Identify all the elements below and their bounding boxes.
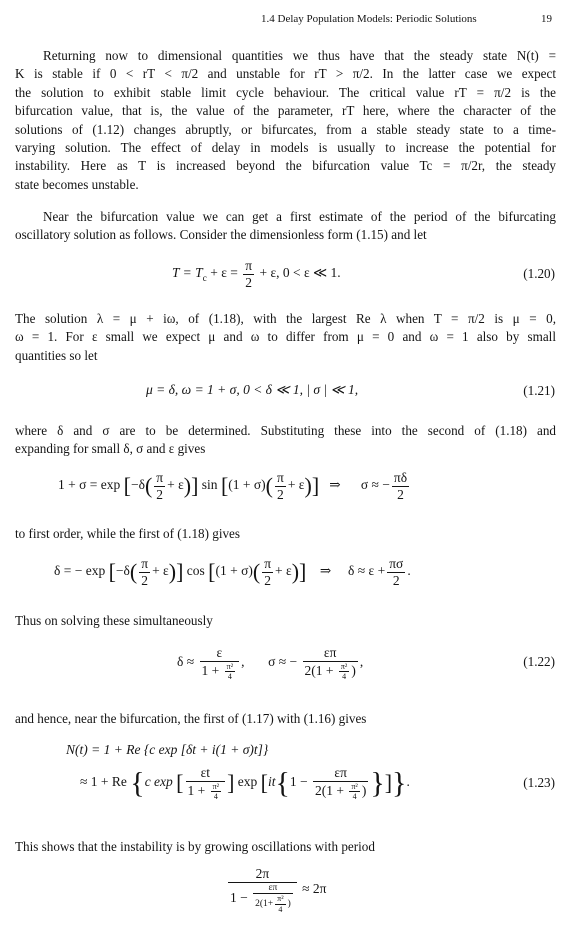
text-line: solutions of (1.12) changes abruptly, or bifurcates, from a stable steady state to a time- bbox=[15, 121, 556, 137]
equation-sigma: 1 + σ = exp [−δ( $\frac{\pi}{2}$ + ε)] sin [(1 + σ)( $\frac{\pi}{2}$ + ε)] ⇒ σ ≈ − $\frac{\pi\delta}{2}$ bbox=[58, 470, 408, 502]
equation-1-22: δ ≈ ε 1 + $\frac{\text{π²}}{4}$ , σ ≈ − επ 2(1 + $\frac{\text{π²}}{4}$ ) , bbox=[177, 645, 364, 681]
paragraph-hence bbox=[15, 710, 556, 728]
text-line: ω = 1. For ε small we expect μ and ω to differ from μ = 0 and ω = 1 also by small bbox=[15, 329, 556, 345]
text-line: state becomes unstable. bbox=[15, 176, 139, 192]
equation-1-20: $T = T_c + \varepsilon$ = $\frac{\pi}{2}$ + ε, 0 < ε ≪ 1. bbox=[172, 258, 341, 290]
text-line: where δ and σ are to be determined. Substituting these into the second of (1.18) and bbox=[15, 423, 556, 438]
text-line: K is stable if 0 < rT < π/2 and unstable for rT > π/2. In the latter case we expect bbox=[15, 66, 556, 82]
text-line: The solution λ = μ + iω, of (1.18), with the largest Re λ when T = π/2 is μ = 0, bbox=[15, 311, 556, 326]
paragraph-first-order bbox=[15, 525, 556, 543]
text-line: bifurcation value, that is, the value of the parameter, rT here, where the character of the bbox=[15, 103, 556, 119]
running-header bbox=[0, 13, 574, 27]
paragraph-steady-state bbox=[15, 47, 556, 194]
text-line: the solution to exhibit stable limit cycle behaviour. The critical value rT = π/2 is the bbox=[15, 84, 556, 100]
equation-number: (1.22) bbox=[523, 654, 555, 669]
text-line: expanding for small δ, σ and ε gives bbox=[15, 441, 206, 457]
text-line: Returning now to dimensional quantities we thus have that the steady state N(t) = bbox=[43, 48, 556, 63]
running-title: 1.4 Delay Population Models: Periodic Solutions bbox=[261, 13, 477, 25]
equation-1-21: μ = δ, ω = 1 + σ, 0 < δ ≪ 1, | σ | ≪ 1, bbox=[146, 382, 359, 397]
equation-number: (1.23) bbox=[523, 775, 555, 790]
paragraph-solution-lambda bbox=[15, 310, 556, 365]
text-line: and hence, near the bifurcation, the first of (1.17) with (1.16) gives bbox=[15, 711, 367, 726]
text-line: instability. Here as T is increased beyond the bifurcation value Tc = π/2r, the steady bbox=[15, 158, 556, 174]
text-line: varying solution. The effect of delay in models is usually to increase the potential for bbox=[15, 140, 556, 156]
text-line: Thus on solving these simultaneously bbox=[15, 613, 213, 628]
paragraph-simultaneously bbox=[15, 612, 556, 630]
equation-period: 2π 1 − επ 2(1+ $\frac{\text{π²}}{4}$ ) ≈ 2π bbox=[230, 866, 327, 914]
equation-1-23-line2: ≈ 1 + Re {c exp [ εt 1 + $\frac{\text{π²}}{4}$ ] exp [it{1 − επ 2(1 + $\frac{\text{π²}}{4}$ ) }]}. bbox=[80, 765, 410, 801]
paragraph-instability-period bbox=[15, 838, 556, 856]
page-number: 19 bbox=[541, 13, 552, 25]
text-line: This shows that the instability is by growing oscillations with period bbox=[15, 839, 375, 854]
equation-delta: δ = − exp [−δ( $\frac{\pi}{2}$ + ε)] cos [(1 + σ)( $\frac{\pi}{2}$ + ε)] ⇒ δ ≈ ε + $\frac{\pi\sigma}{2}$ . bbox=[54, 556, 411, 588]
text-line: Near the bifurcation value we can get a first estimate of the period of the bifurcating bbox=[43, 209, 556, 224]
equation-1-23-line1: N(t) = 1 + Re {c exp [δt + i(1 + σ)t]} bbox=[66, 742, 269, 757]
text-line: quantities so let bbox=[15, 347, 98, 363]
text-line: to first order, while the first of (1.18) gives bbox=[15, 526, 241, 541]
text-line: oscillatory solution as follows. Consider the dimensionless form (1.15) and let bbox=[15, 227, 427, 243]
paragraph-near-bifurcation bbox=[15, 208, 556, 245]
paragraph-substituting bbox=[15, 422, 556, 459]
equation-number: (1.21) bbox=[523, 383, 555, 398]
equation-number: (1.20) bbox=[523, 266, 555, 281]
